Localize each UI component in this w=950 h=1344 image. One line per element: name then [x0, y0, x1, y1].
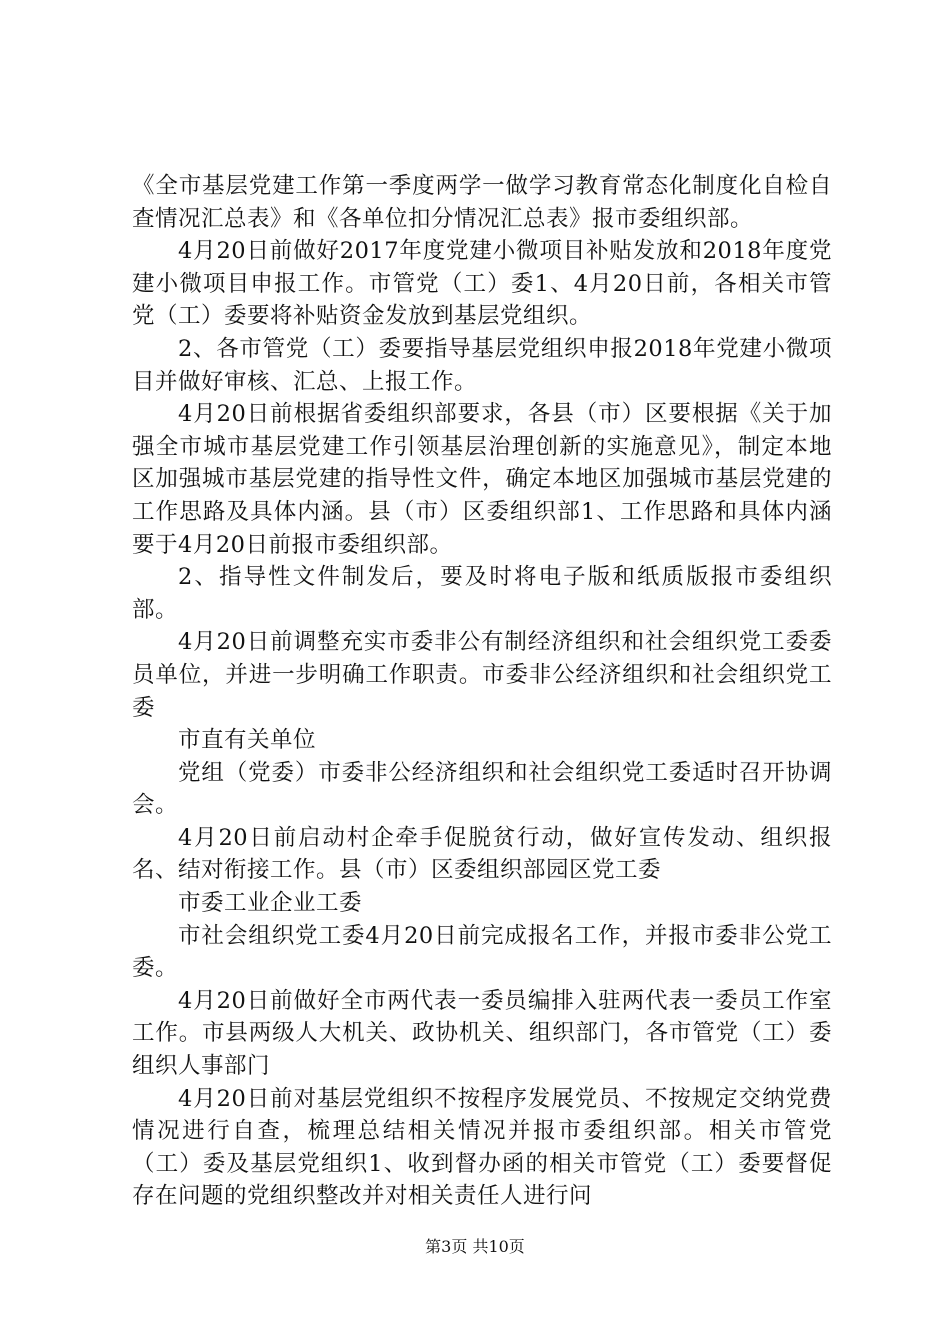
- paragraph-13: 4月20日前对基层党组织不按程序发展党员、不按规定交纳党费情况进行自查，梳理总结相关情况并报市委组织部。相关市管党（工）委及基层党组织1、收到督办函的相关市管党（工）委要督促存在问题的党组织整改并对相关责任人进行问: [132, 1085, 832, 1210]
- paragraph-7: 市直有关单位: [178, 727, 317, 754]
- paragraph-11: 市社会组织党工委4月20日前完成报名工作，并报市委非公党工委。: [132, 922, 832, 982]
- paragraph-8: 党组（党委）市委非公经济组织和社会组织党工委适时召开协调会。: [132, 759, 832, 819]
- paragraph-3: 2、各市管党（工）委要指导基层党组织申报2018年党建小微项目并做好审核、汇总、上报工作。: [132, 335, 832, 395]
- paragraph-12: 4月20日前做好全市两代表一委员编排入驻两代表一委员工作室工作。市县两级人大机关、政协机关、组织部门，各市管党（工）委组织人事部门: [132, 987, 832, 1080]
- paragraph-1: 《全市基层党建工作第一季度两学一做学习教育常态化制度化自检自查情况汇总表》和《各单位扣分情况汇总表》报市委组织部。: [132, 173, 832, 232]
- paragraph-5: 2、指导性文件制发后，要及时将电子版和纸质版报市委组织部。: [132, 564, 832, 623]
- document-body: [132, 170, 832, 1213]
- paragraph-10: 市委工业企业工委: [178, 890, 363, 917]
- paragraph-6: 4月20日前调整充实市委非公有制经济组织和社会组织党工委委员单位，并进一步明确工作职责。市委非公经济组织和社会组织党工委: [132, 629, 832, 721]
- paragraph-2: 4月20日前做好2017年度党建小微项目补贴发放和2018年度党建小微项目申报工作。市管党（工）委1、4月20日前，各相关市管党（工）委要将补贴资金发放到基层党组织。: [132, 238, 832, 330]
- paragraph-9: 4月20日前启动村企牵手促脱贫行动，做好宣传发动、组织报名、结对衔接工作。县（市）区委组织部园区党工委: [132, 824, 832, 884]
- paragraph-4: 4月20日前根据省委组织部要求，各县（市）区要根据《关于加强全市城市基层党建工作引领基层治理创新的实施意见》，制定本地区加强城市基层党建的指导性文件，确定本地区加强城市基层党建的工作思路及具体内涵。县（市）区委组织部1、工作思路和具体内涵要于4月20日前报市委组织部。: [132, 401, 832, 558]
- page-number-footer: 第3页 共10页: [425, 1237, 525, 1256]
